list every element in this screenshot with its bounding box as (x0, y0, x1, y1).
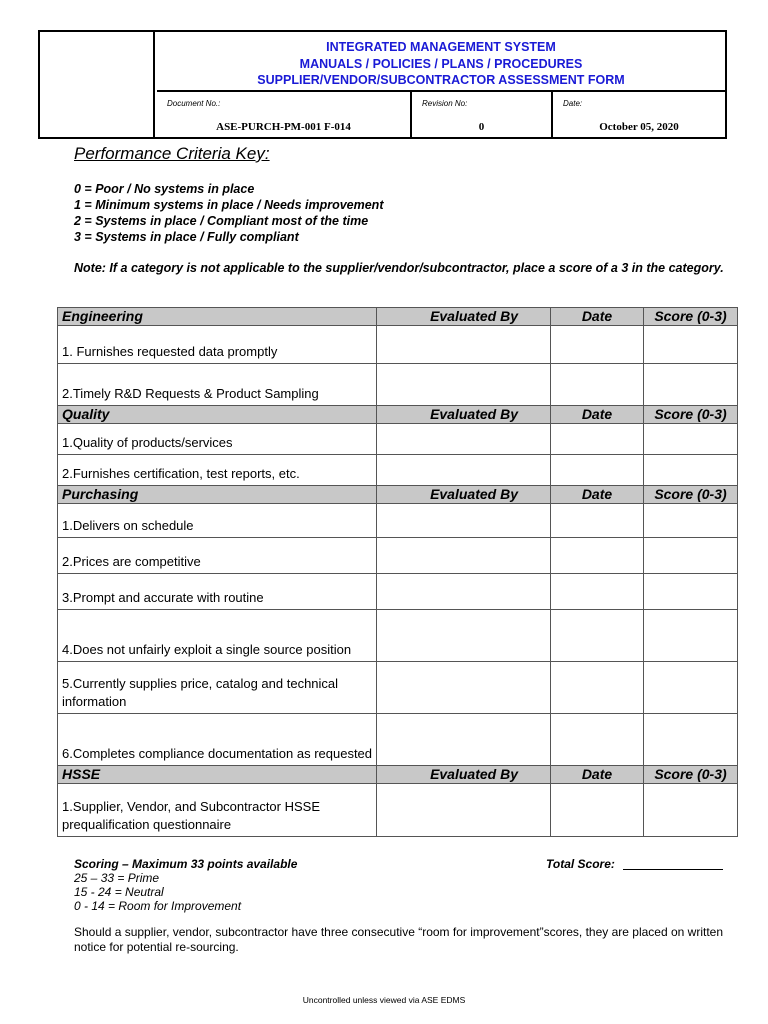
score-cell[interactable] (644, 455, 738, 486)
score-cell[interactable] (644, 538, 738, 574)
criterion-label: 1. Furnishes requested data promptly (58, 326, 377, 364)
criterion-label: 1.Supplier, Vendor, and Subcontractor HSSE prequalification questionnaire (58, 784, 377, 837)
criterion-label: 6.Completes compliance documentation as requested (58, 714, 377, 766)
score-cell[interactable] (644, 504, 738, 538)
table-row (58, 424, 738, 455)
evaluated-by-cell[interactable] (377, 364, 551, 406)
table-row (58, 504, 738, 538)
date-header: Date (551, 308, 644, 326)
document-header (38, 30, 727, 139)
score-header: Score (0-3) (644, 308, 738, 326)
evaluated-by-cell[interactable] (377, 610, 551, 662)
score-cell[interactable] (644, 326, 738, 364)
table-row (58, 714, 738, 766)
date-cell[interactable] (551, 424, 644, 455)
evaluated-by-cell[interactable] (377, 714, 551, 766)
evaluated-by-header: Evaluated By (377, 308, 551, 326)
scoring-range-prime: 25 – 33 = Prime (74, 871, 160, 885)
scoring-ranges (74, 871, 241, 913)
evaluated-by-header: Evaluated By (377, 766, 551, 784)
table-row (58, 538, 738, 574)
criterion-label: 2.Prices are competitive (58, 538, 377, 574)
evaluated-by-header: Evaluated By (377, 486, 551, 504)
score-header: Score (0-3) (644, 406, 738, 424)
score-cell[interactable] (644, 662, 738, 714)
scoring-title: Scoring – Maximum 33 points available (74, 857, 298, 871)
evaluated-by-cell[interactable] (377, 784, 551, 837)
criterion-label: 2.Timely R&D Requests & Product Sampling (58, 364, 377, 406)
date-cell (553, 92, 725, 137)
criterion-label: 3.Prompt and accurate with routine (58, 574, 377, 610)
date-header: Date (551, 486, 644, 504)
date-cell[interactable] (551, 610, 644, 662)
score-cell[interactable] (644, 714, 738, 766)
date-cell[interactable] (551, 504, 644, 538)
table-row (58, 574, 738, 610)
evaluated-by-cell[interactable] (377, 538, 551, 574)
score-cell[interactable] (644, 574, 738, 610)
score-header: Score (0-3) (644, 486, 738, 504)
date-cell[interactable] (551, 574, 644, 610)
date-cell[interactable] (551, 326, 644, 364)
revision-cell (412, 92, 553, 137)
criteria-note: Note: If a category is not applicable to the supplier/vendor/subcontractor, place a score of a 3 in the category. (74, 261, 724, 275)
score-cell[interactable] (644, 424, 738, 455)
section-name: Quality (58, 406, 377, 424)
revision-label: Revision No: (422, 99, 468, 108)
scoring-range-improvement: 0 - 14 = Room for Improvement (74, 899, 242, 913)
evaluated-by-cell[interactable] (377, 574, 551, 610)
criteria-level-0: 0 = Poor / No systems in place (74, 182, 255, 196)
document-no-cell (157, 92, 412, 137)
section-header-engineering (58, 308, 738, 326)
table-row (58, 326, 738, 364)
criterion-label: 1.Quality of products/services (58, 424, 377, 455)
score-cell[interactable] (644, 364, 738, 406)
evaluated-by-cell[interactable] (377, 326, 551, 364)
date-label: Date: (563, 99, 583, 108)
criteria-level-2: 2 = Systems in place / Compliant most of the time (74, 214, 369, 228)
date-cell[interactable] (551, 662, 644, 714)
criteria-level-3: 3 = Systems in place / Fully compliant (74, 230, 299, 244)
score-cell[interactable] (644, 784, 738, 837)
date-header: Date (551, 406, 644, 424)
total-score-label: Total Score: (546, 857, 615, 871)
criteria-level-1: 1 = Minimum systems in place / Needs improvement (74, 198, 384, 212)
section-header-hsse (58, 766, 738, 784)
table-row (58, 610, 738, 662)
table-row (58, 455, 738, 486)
document-no-label: Document No.: (167, 99, 221, 108)
criterion-label: 5.Currently supplies price, catalog and technical information (58, 662, 377, 714)
evaluated-by-cell[interactable] (377, 504, 551, 538)
date-header: Date (551, 766, 644, 784)
evaluated-by-cell[interactable] (377, 424, 551, 455)
header-titles (157, 32, 725, 92)
date-value: October 05, 2020 (599, 121, 679, 133)
logo-cell (40, 32, 155, 137)
table-row (58, 364, 738, 406)
section-header-quality (58, 406, 738, 424)
score-header: Score (0-3) (644, 766, 738, 784)
resourcing-notice: Should a supplier, vendor, subcontractor have three consecutive “room for improvement”scores, they are placed on written notice for potential re-sourcing. (74, 925, 724, 954)
date-cell[interactable] (551, 538, 644, 574)
section-name: HSSE (58, 766, 377, 784)
scoring-range-neutral: 15 - 24 = Neutral (74, 885, 164, 899)
footer-text: Uncontrolled unless viewed via ASE EDMS (302, 995, 466, 1005)
section-name: Engineering (58, 308, 377, 326)
date-cell[interactable] (551, 714, 644, 766)
evaluated-by-cell[interactable] (377, 455, 551, 486)
evaluated-by-cell[interactable] (377, 662, 551, 714)
date-cell[interactable] (551, 455, 644, 486)
criterion-label: 4.Does not unfairly exploit a single source position (58, 610, 377, 662)
criteria-key-title: Performance Criteria Key: (74, 144, 270, 163)
assessment-table (57, 307, 738, 837)
total-score-field[interactable] (623, 869, 723, 870)
table-row (58, 662, 738, 714)
criterion-label: 2.Furnishes certification, test reports, etc. (58, 455, 377, 486)
date-cell[interactable] (551, 784, 644, 837)
date-cell[interactable] (551, 364, 644, 406)
document-no-value: ASE-PURCH-PM-001 F-014 (216, 121, 351, 133)
section-name: Purchasing (58, 486, 377, 504)
revision-value: 0 (478, 121, 485, 133)
table-row (58, 784, 738, 837)
manuals-title: MANUALS / POLICIES / PLANS / PROCEDURES (299, 56, 583, 71)
criteria-key-list (74, 181, 384, 245)
form-title: SUPPLIER/VENDOR/SUBCONTRACTOR ASSESSMENT FORM (257, 73, 625, 87)
section-header-purchasing (58, 486, 738, 504)
criterion-label: 1.Delivers on schedule (58, 504, 377, 538)
system-title: INTEGRATED MANAGEMENT SYSTEM (326, 40, 556, 54)
score-cell[interactable] (644, 610, 738, 662)
evaluated-by-header: Evaluated By (377, 406, 551, 424)
